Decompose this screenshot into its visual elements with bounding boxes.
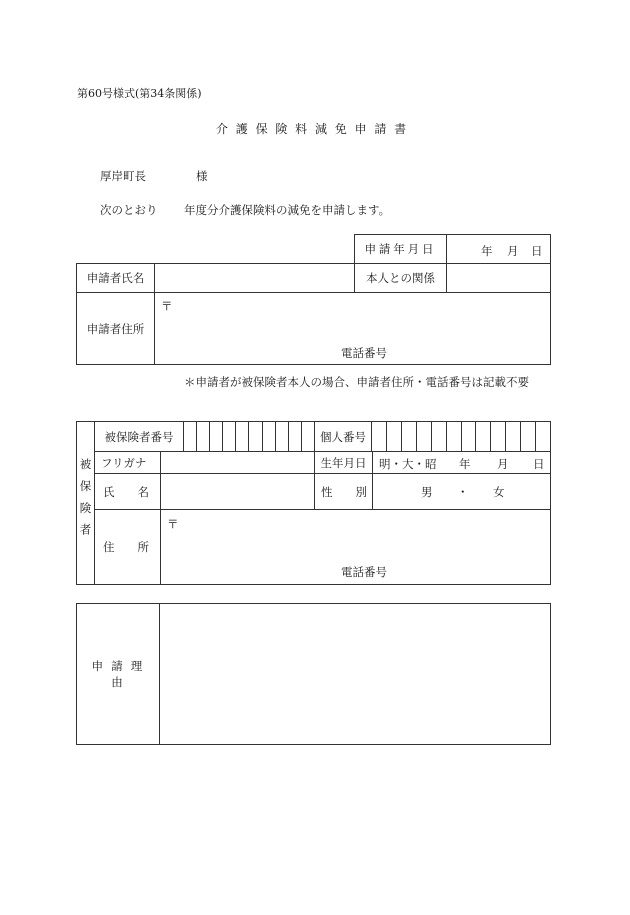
digit-box[interactable]: [431, 422, 446, 451]
relation-field[interactable]: [447, 264, 551, 293]
reason-field[interactable]: [160, 604, 551, 745]
insured-name-field[interactable]: [161, 474, 315, 510]
applicant-address-label: 申請者住所: [77, 293, 155, 365]
date-field[interactable]: [447, 235, 551, 264]
digit-box[interactable]: [371, 422, 386, 451]
insured-address-field[interactable]: [161, 510, 551, 585]
date-month: 月: [507, 244, 519, 258]
personal-number-boxes[interactable]: [371, 422, 550, 451]
addressee-suffix: 様: [196, 169, 208, 183]
digit-box[interactable]: [520, 422, 535, 451]
digit-box[interactable]: [196, 422, 209, 451]
insured-number-boxes[interactable]: [183, 422, 314, 451]
insured-address-label: 住 所: [95, 510, 161, 585]
digit-box[interactable]: [490, 422, 505, 451]
sex-label: 性 別: [315, 474, 373, 510]
digit-box[interactable]: [235, 422, 248, 451]
digit-box[interactable]: [505, 422, 520, 451]
digit-box[interactable]: [446, 422, 461, 451]
birth-day: 日: [533, 457, 545, 471]
birth-year: 年: [459, 457, 471, 471]
sex-field[interactable]: [373, 474, 551, 510]
date-label: 申請年月日: [355, 235, 447, 264]
digit-box[interactable]: [535, 422, 550, 451]
era-options: 明・大・昭: [379, 457, 437, 471]
relation-label: 本人との関係: [355, 264, 447, 293]
insured-side-label: [77, 422, 95, 585]
blank-cell: [77, 235, 355, 264]
furigana-field[interactable]: [161, 452, 315, 474]
sex-male[interactable]: 男: [421, 485, 433, 499]
birth-month: 月: [497, 457, 509, 471]
digit-box[interactable]: [262, 422, 275, 451]
applicant-name-label: 申請者氏名: [77, 264, 155, 293]
date-day: 日: [531, 244, 543, 258]
date-year: 年: [481, 244, 493, 258]
insured-side-text: 被保険者: [78, 457, 93, 546]
insured-table: [76, 421, 551, 585]
insured-phone-label: 電話番号: [341, 565, 387, 579]
form-number: 第60号様式(第34条関係): [77, 87, 202, 100]
sex-female[interactable]: 女: [493, 485, 505, 499]
page-title: 介護保険料減免申請書: [215, 122, 414, 136]
birthdate-label: 生年月日: [315, 452, 373, 474]
addressee: 厚岸町長: [100, 169, 146, 183]
birthdate-field[interactable]: [373, 452, 551, 474]
applicant-address-field[interactable]: [155, 293, 551, 365]
digit-box[interactable]: [248, 422, 261, 451]
reason-table: [76, 603, 551, 745]
personal-number-label: 個人番号: [320, 429, 366, 444]
postal-mark: 〒: [167, 517, 179, 531]
applicant-phone-label: 電話番号: [341, 346, 387, 360]
applicant-name-field[interactable]: [155, 264, 355, 293]
digit-box[interactable]: [209, 422, 222, 451]
reason-label: 申請理由: [77, 604, 160, 745]
digit-box[interactable]: [275, 422, 288, 451]
digit-box[interactable]: [301, 422, 314, 451]
digit-box[interactable]: [288, 422, 301, 451]
sex-separator: ・: [457, 485, 469, 499]
intro-prefix: 次のとおり: [100, 203, 158, 217]
personal-number-row: [315, 422, 551, 452]
insured-number-label: 被保険者番号: [104, 429, 174, 444]
postal-mark: 〒: [161, 299, 173, 313]
applicant-table: [76, 234, 551, 365]
insured-name-label: 氏 名: [95, 474, 161, 510]
insured-number-row: [95, 422, 315, 452]
digit-box[interactable]: [461, 422, 476, 451]
note-text: ＊申請者が被保険者本人の場合、申請者住所・電話番号は記載不要: [184, 375, 529, 389]
digit-box[interactable]: [386, 422, 401, 451]
intro-suffix: 年度分介護保険料の減免を申請します。: [184, 203, 391, 217]
digit-box[interactable]: [183, 422, 196, 451]
digit-box[interactable]: [475, 422, 490, 451]
digit-box[interactable]: [401, 422, 416, 451]
furigana-label: フリガナ: [95, 452, 161, 474]
digit-box[interactable]: [416, 422, 431, 451]
digit-box[interactable]: [222, 422, 235, 451]
